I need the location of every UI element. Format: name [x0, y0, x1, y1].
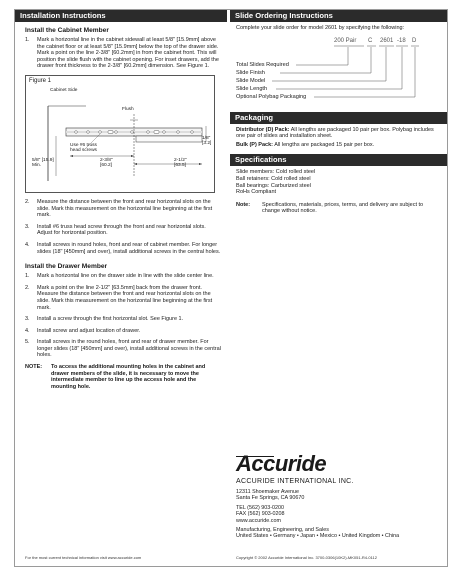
- note-text: To access the additional mounting holes in the cabinet and drawer members of the slide, it is necessary to move the intermediate member to line up the access hole and the mounting hole.: [51, 364, 206, 390]
- flush-label: Flush: [122, 106, 134, 112]
- dim-five-eighths: 5/8" [15.9] Min.: [32, 157, 54, 169]
- left-footer: For the most current technical information visit www.accuride.com: [25, 555, 142, 560]
- drawer-step: 1. Mark a horizontal line on the drawer side in line with the slide center line.: [25, 273, 214, 280]
- address-line-2: Santa Fe Springs, CA 90670: [236, 495, 305, 502]
- cabinet-steps: [15, 37, 227, 70]
- model-part-model: 2601: [380, 37, 394, 44]
- figure-1: [25, 75, 215, 193]
- website-link[interactable]: www.accuride.com: [236, 517, 281, 524]
- fax: FAX (562) 903-0208: [236, 511, 285, 518]
- company-name: ACCURIDE INTERNATIONAL INC.: [236, 478, 354, 485]
- address-line-1: 12311 Shoemaker Avenue: [236, 489, 300, 495]
- label-polybag: Optional Polybag Packaging: [236, 93, 307, 100]
- distributor-text: All lengths are packaged 10 pair per box. Polybag includes one pair of slides and installation sheet.: [236, 126, 434, 140]
- spec-row: Ball retainers: Cold rolled steel: [236, 175, 311, 182]
- spec-row: Ball bearings: Carburized steel: [236, 182, 311, 189]
- manufacturing-line: Manufacturing, Engineering, and Sales: [236, 527, 329, 534]
- order-code-diagram: [236, 38, 441, 106]
- installation-header: Installation Instructions: [15, 10, 227, 22]
- dim-two-half: 2-1/2" [63.5]: [174, 157, 187, 169]
- cabinet-side-label: Cabinet Side: [50, 87, 78, 93]
- specifications-header: Specifications: [230, 154, 447, 166]
- countries-line: United States • Germany • Japan • Mexico • United Kingdom • China: [236, 533, 400, 540]
- figure-label: Figure 1: [29, 77, 52, 84]
- drawer-member-title: Install the Drawer Member: [25, 263, 108, 271]
- spec-row: Slide members: Cold rolled steel: [236, 169, 316, 176]
- spec-note-label: Note:: [236, 201, 251, 208]
- drawer-steps: [15, 273, 227, 359]
- distributor-label: Distributor (D) Pack:: [236, 126, 290, 133]
- cabinet-step: 4. Install screws in round holes, front and rear of cabinet member. For longer slides (18" [450mm] and over), install additional screws in the central holes.: [25, 241, 221, 255]
- spec-list: [230, 169, 447, 195]
- distributor-pack: [236, 127, 441, 140]
- dim-two-three-eighths: 2-3/8" [60.2]: [100, 157, 113, 169]
- label-slide-length: Slide Length: [236, 85, 268, 92]
- spec-note-text: Specifications, materials, prices, terms, and delivery are subject to change without notice.: [262, 201, 424, 215]
- accuride-logo: Accuride: [236, 451, 327, 476]
- drawer-step: 3. Install a screw through the first horizontal slot. See Figure 1.: [25, 316, 184, 323]
- company-address: [236, 489, 399, 540]
- drawer-step: 2. Mark a point on the line 2-1/2" [63.5mm] back from the drawer front. Measure the distance between the front and rear horizontal slots on the slide. Mark this measurement on the horizontal line beginning at the first mark.: [25, 284, 213, 311]
- spec-note: [236, 202, 441, 215]
- bulk-pack: [236, 142, 441, 149]
- drawer-step: 4. Install screw and adjust location of drawer.: [25, 327, 141, 334]
- telephone: TEL (562) 903-0200: [236, 504, 285, 511]
- packaging-header: Packaging: [230, 112, 447, 124]
- bulk-label: Bulk (P) Pack:: [236, 141, 273, 148]
- label-total-slides: Total Slides Required: [236, 61, 289, 68]
- copyright-footer: Copyright © 2002 Accuride International Inc. 3700-0306(10K2)-MK051-R4-0112: [236, 555, 377, 560]
- model-part-qty: 200 Pair: [334, 37, 357, 44]
- screws-label: Use #6 truss head screws: [70, 142, 97, 154]
- right-column: [230, 10, 447, 560]
- left-column: [15, 10, 227, 560]
- model-part-finish: C: [368, 37, 373, 44]
- slide-diagram: [26, 76, 216, 194]
- ordering-intro: Complete your slide order for model 2601 by specifying the following:: [236, 25, 405, 31]
- access-note: [25, 364, 221, 390]
- note-label: NOTE:: [25, 364, 43, 371]
- model-part-length: -18: [397, 37, 406, 44]
- dim-one-eighth: 1/8" [3.2]: [202, 135, 212, 147]
- ordering-header: Slide Ordering Instructions: [230, 10, 447, 22]
- model-part-pack: D: [412, 37, 417, 44]
- spec-row: RoHs Compliant: [236, 189, 277, 196]
- installation-sheet: [14, 9, 448, 567]
- cabinet-steps-cont: [15, 199, 227, 255]
- company-block: [236, 451, 400, 540]
- drawer-step: 5. Install screws in the round holes, front and rear of drawer member. For longer slides (18" [450mm] and over), install additional screws in the central holes.: [25, 339, 221, 359]
- cabinet-step: 2. Measure the distance between the front and rear horizontal slots on the slide. Mark this measurement on the horizontal line beginning at the first mark.: [25, 198, 213, 219]
- label-slide-model: Slide Model: [236, 77, 266, 84]
- label-slide-finish: Slide Finish: [236, 69, 265, 76]
- cabinet-member-title: Install the Cabinet Member: [25, 27, 109, 34]
- cabinet-step: 1. Mark a horizontal line in the cabinet sidewall at least 5/8" [15.9mm] above the cabinet floor or at least 5/8" [15.9mm] below the top of the drawer side. Mark a point on the line 2-3/8" [60.2mm] in from the cabinet front. This will position the slide flush with the cabinet opening. For inset drawers, add the drawer front thickness to the 2-3/8" [60.2mm] dimension. See Figure 1.: [25, 37, 219, 70]
- cabinet-step: 3. Install #6 truss head screw through the front and rear horizontal slots. Adjust for horizontal position.: [25, 223, 206, 237]
- bulk-text: All lengths are packaged 15 pair per box.: [274, 141, 375, 148]
